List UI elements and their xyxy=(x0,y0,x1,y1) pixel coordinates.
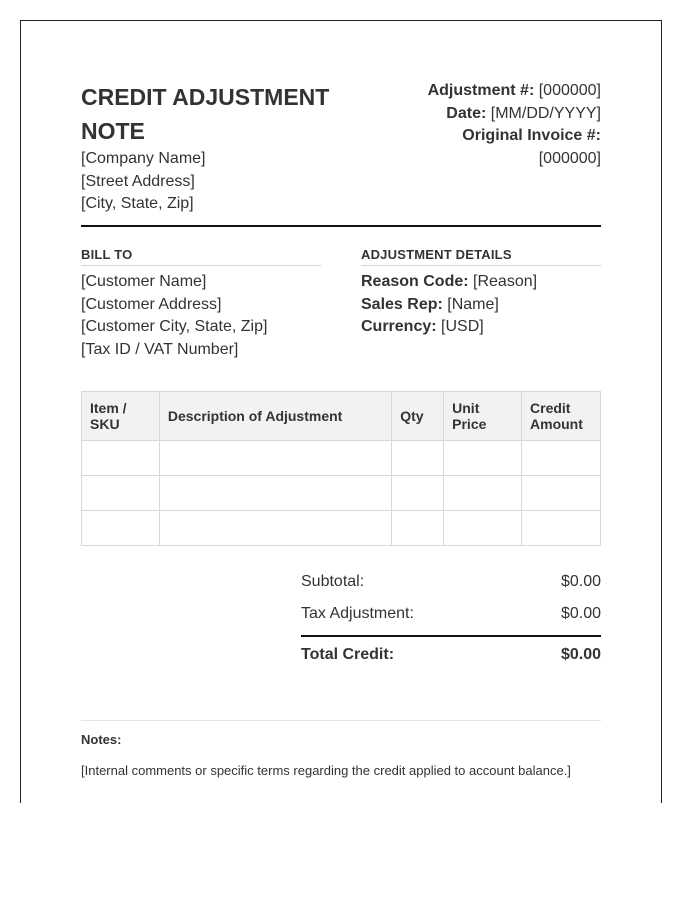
reason-line xyxy=(361,271,601,294)
notes-text: [Internal comments or specific terms regarding the credit applied to account balance.] xyxy=(81,763,571,778)
sales-rep-label: Sales Rep: xyxy=(361,295,443,313)
table-cell[interactable] xyxy=(392,441,444,476)
table-cell[interactable] xyxy=(159,511,391,546)
date-value: [MM/DD/YYYY] xyxy=(490,104,601,122)
sales-rep-value: [Name] xyxy=(447,295,499,313)
totals-block xyxy=(301,568,601,673)
tax-adjustment-value: $0.00 xyxy=(560,605,601,622)
subtotal-row xyxy=(301,568,601,600)
currency-value: [USD] xyxy=(441,318,484,335)
table-cell[interactable] xyxy=(522,441,601,476)
customer-tax-id: [Tax ID / VAT Number] xyxy=(81,340,239,358)
table-cell[interactable] xyxy=(392,511,444,546)
reason-label: Reason Code: xyxy=(361,273,469,290)
items-table xyxy=(81,391,601,546)
reason-value: [Reason] xyxy=(473,273,538,290)
table-cell[interactable] xyxy=(522,511,601,546)
table-row xyxy=(82,441,601,476)
adjustment-number-line xyxy=(371,80,601,103)
column-header-qty: Qty xyxy=(392,392,444,441)
currency-label: Currency: xyxy=(361,318,437,335)
original-invoice-value: [000000] xyxy=(538,149,601,167)
notes-divider xyxy=(81,720,601,721)
column-header-unit-price: Unit Price xyxy=(444,392,522,441)
table-row xyxy=(82,476,601,511)
bill-to-heading: BILL TO xyxy=(81,247,321,266)
date-label: Date: xyxy=(446,104,487,122)
column-header-description: Description of Adjustment xyxy=(159,392,391,441)
table-cell[interactable] xyxy=(82,441,160,476)
company-name: [Company Name] xyxy=(81,150,206,167)
table-cell[interactable] xyxy=(82,476,160,511)
adjustment-number-label: Adjustment #: xyxy=(427,82,535,99)
tax-adjustment-label: Tax Adjustment: xyxy=(301,605,414,622)
date-line xyxy=(371,103,601,126)
subtotal-value: $0.00 xyxy=(560,573,601,590)
table-cell[interactable] xyxy=(392,476,444,511)
bill-to-section xyxy=(81,247,321,361)
table-cell[interactable] xyxy=(159,441,391,476)
customer-name: [Customer Name] xyxy=(81,273,207,290)
table-row xyxy=(82,511,601,546)
original-invoice-line xyxy=(371,125,601,148)
table-cell[interactable] xyxy=(159,476,391,511)
sales-rep-line xyxy=(361,294,601,317)
notes-label: Notes: xyxy=(81,732,122,747)
table-header-row xyxy=(82,392,601,441)
document-title: CREDIT ADJUSTMENT NOTE xyxy=(81,84,330,144)
subtotal-label: Subtotal: xyxy=(301,573,365,590)
tax-adjustment-row xyxy=(301,600,601,632)
table-cell[interactable] xyxy=(444,441,522,476)
company-street: [Street Address] xyxy=(81,172,195,190)
company-city: [City, State, Zip] xyxy=(81,195,194,212)
currency-line xyxy=(361,316,601,339)
total-credit-value: $0.00 xyxy=(560,646,601,663)
total-credit-row xyxy=(301,635,601,673)
table-cell[interactable] xyxy=(444,511,522,546)
table-cell[interactable] xyxy=(82,511,160,546)
table-cell[interactable] xyxy=(522,476,601,511)
customer-city: [Customer City, State, Zip] xyxy=(81,318,268,335)
adjustment-details-section xyxy=(361,247,601,339)
header-divider xyxy=(81,225,601,227)
total-credit-label: Total Credit: xyxy=(301,646,395,663)
company-info xyxy=(81,148,206,216)
original-invoice-label: Original Invoice #: xyxy=(462,127,601,144)
original-invoice-value-line xyxy=(371,148,601,171)
table-cell[interactable] xyxy=(444,476,522,511)
customer-address: [Customer Address] xyxy=(81,295,222,313)
column-header-item-sku: Item / SKU xyxy=(82,392,160,441)
adjustment-details-heading: ADJUSTMENT DETAILS xyxy=(361,247,601,266)
document-meta xyxy=(371,80,601,170)
adjustment-number-value: [000000] xyxy=(538,82,601,99)
column-header-credit-amount: Credit Amount xyxy=(522,392,601,441)
